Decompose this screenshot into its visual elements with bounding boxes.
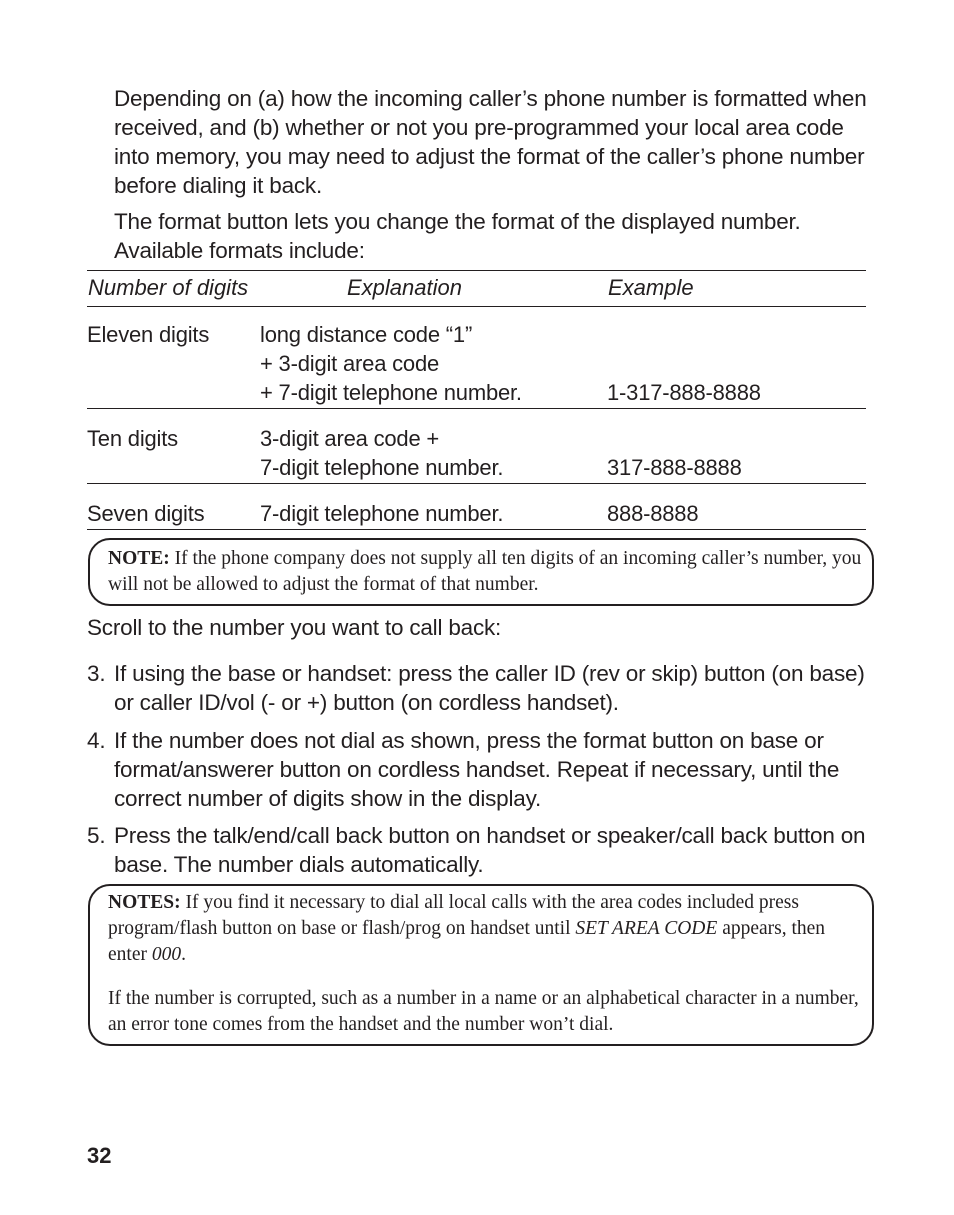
row-digits: Ten digits [87, 426, 178, 451]
note-body: If the phone company does not supply all ten digits of an incoming caller’s number, you will not be allowed to adjust the format of that number. [108, 548, 862, 595]
step-3 [87, 659, 877, 717]
header-explanation: Explanation [347, 275, 462, 300]
header-number-of-digits: Number of digits [88, 275, 249, 300]
row-digits: Eleven digits [87, 322, 210, 347]
row-example: 1-317-888-8888 [607, 380, 761, 405]
row-digits: Seven digits [87, 501, 205, 526]
row-explanation-line: long distance code “1” [260, 322, 473, 347]
row-rule [87, 408, 866, 409]
intro-paragraph-2: The format button lets you change the format of the displayed number. Available formats include: [114, 209, 801, 263]
notes-text: If you find it necessary to dial all local calls with the area codes included press program/flash button on base or flash/prog on handset until [108, 892, 799, 939]
intro-paragraph-1: Depending on (a) how the incoming caller’s phone number is formatted when received, and (b) whether or not you pre-programmed your local area code into memory, you may need to adjust the format of the caller’s phone number before dialing it back. [114, 86, 867, 198]
page-number: 32 [87, 1143, 112, 1168]
row-explanation-line: 7-digit telephone number. [260, 501, 504, 526]
notes-paragraph-2: If the number is corrupted, such as a number in a name or an alphabetical character in a number, an error tone comes from the handset and the number won’t dial. [108, 988, 859, 1035]
step-number: 5. [87, 823, 106, 848]
row-explanation-line: 7-digit telephone number. [260, 455, 504, 480]
table-top-rule [87, 270, 866, 271]
step-number: 4. [87, 728, 106, 753]
row-explanation-line: 3-digit area code + [260, 426, 440, 451]
row-example: 317-888-8888 [607, 455, 742, 480]
scroll-instruction: Scroll to the number you want to call back: [87, 615, 502, 640]
notes-label: NOTES: [108, 892, 181, 913]
row-explanation-line: + 7-digit telephone number. [260, 380, 522, 405]
step-number: 3. [87, 661, 106, 686]
notes-text: . [181, 944, 186, 965]
notes-code: 000 [151, 944, 182, 965]
step-5 [87, 821, 877, 879]
notes-text: appears, then enter [108, 918, 826, 965]
header-rule [87, 306, 866, 307]
row-example: 888-8888 [607, 501, 699, 526]
row-explanation-line: + 3-digit area code [260, 351, 440, 376]
step-text: If the number does not dial as shown, press the format button on base or format/answerer button on cordless handset. Repeat if necessary, until the correct number of digits show in the display. [114, 728, 840, 811]
notes-box [88, 884, 874, 1046]
notes-paragraph-1 [108, 890, 862, 968]
notes-display-text: SET AREA CODE [575, 918, 718, 939]
step-text: Press the talk/end/call back button on handset or speaker/call back button on base. The number dials automatically. [114, 823, 866, 877]
note-box [88, 538, 874, 606]
header-example: Example [608, 275, 694, 300]
step-text: If using the base or handset: press the caller ID (rev or skip) button (on base) or caller ID/vol (- or +) button (on cordless handset). [114, 661, 865, 715]
table-bottom-rule [87, 529, 866, 530]
step-4 [87, 726, 877, 813]
row-rule [87, 483, 866, 484]
note-label: NOTE: [108, 548, 170, 569]
note-text [108, 546, 862, 598]
